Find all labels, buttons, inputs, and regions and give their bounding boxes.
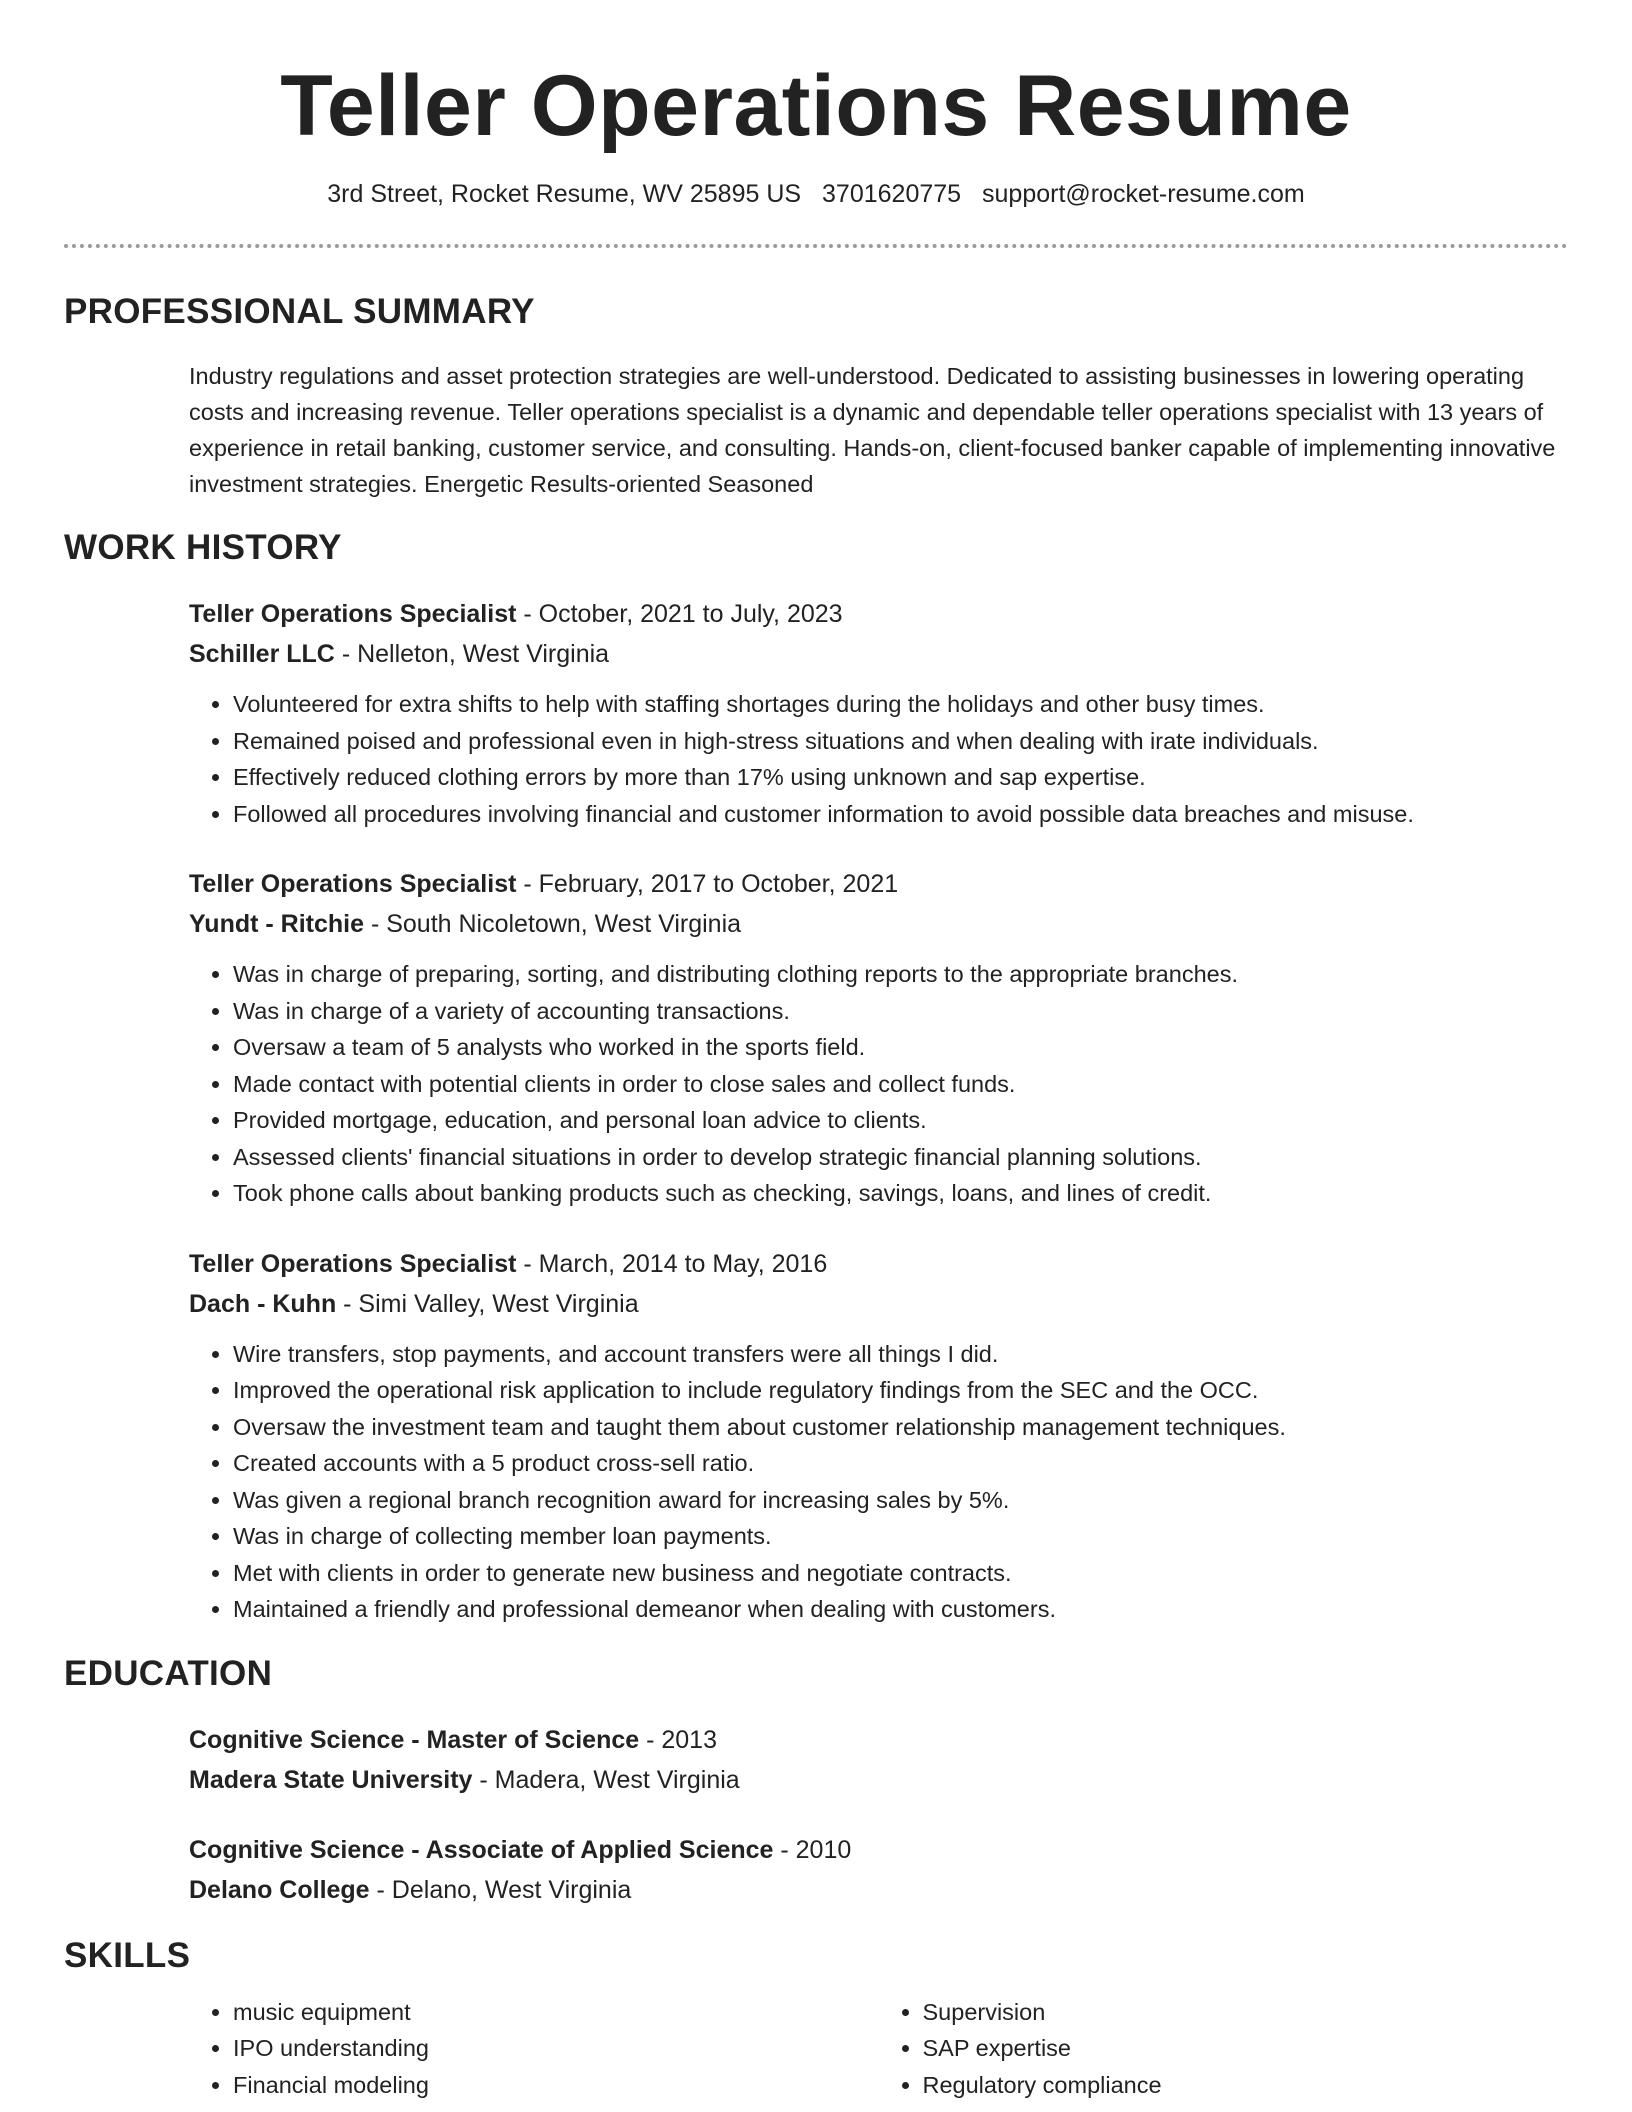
- list-item: • Maintained a friendly and professional demeanor when dealing with customers.: [233, 1591, 1568, 1628]
- resume-header: [64, 0, 1568, 210]
- school-name: Madera State University: [189, 1765, 473, 1794]
- list-item: • Took phone calls about banking products such as checking, savings, loans, and lines of credit.: [233, 1175, 1568, 1212]
- list-item: • Wire transfers, stop payments, and account transfers were all things I did.: [233, 1336, 1568, 1373]
- degree-line: [189, 1830, 1568, 1870]
- job-company: Yundt - Ritchie: [189, 910, 364, 938]
- contact-email: support@rocket-resume.com: [982, 180, 1305, 208]
- list-item: • Created accounts with a 5 product cross-sell ratio.: [233, 1445, 1568, 1482]
- job-location: - Nelleton, West Virginia: [334, 640, 610, 668]
- list-item: • Was in charge of a variety of accounting transactions.: [233, 993, 1568, 1030]
- skill-item: • SAP expertise: [923, 2030, 1569, 2067]
- degree-line: [189, 1720, 1568, 1760]
- header-divider: [64, 244, 1568, 248]
- summary-section: [64, 292, 1568, 502]
- job-role: Teller Operations Specialist: [189, 600, 517, 628]
- skills-columns: [189, 1994, 1568, 2104]
- job-location: - South Nicoletown, West Virginia: [364, 910, 742, 938]
- education-heading: EDUCATION: [64, 1653, 273, 1693]
- contact-phone: 3701620775: [822, 180, 962, 208]
- summary-heading: PROFESSIONAL SUMMARY: [64, 292, 535, 331]
- education-entry: [189, 1830, 1568, 1910]
- job-dates: - March, 2014 to May, 2016: [516, 1249, 828, 1278]
- school-name: Delano College: [189, 1875, 370, 1904]
- summary-text: Industry regulations and asset protection strategies are well-understood. Dedicated to assisting businesses in lowering operating costs and increasing revenue. Teller operations specialist is a dynamic and dependable teller operations specialist with 13 years of experience in retail banking, customer service, and consulting. Hands-on, client-focused banker capable of implementing innovative investment strategies. Energetic Results-oriented Seasoned: [189, 363, 1556, 497]
- job-company-line: [189, 634, 1568, 674]
- job-title-line: [189, 864, 1568, 904]
- job-company-line: [189, 1284, 1568, 1324]
- job-bullets: [189, 686, 1568, 832]
- skills-section: [64, 1936, 1568, 2104]
- list-item: • Remained poised and professional even in high-stress situations and when dealing with irate individuals.: [233, 723, 1568, 760]
- list-item: • Oversaw a team of 5 analysts who worked in the sports field.: [233, 1029, 1568, 1066]
- list-item: • Volunteered for extra shifts to help with staffing shortages during the holidays and other busy times.: [233, 686, 1568, 723]
- list-item: • Met with clients in order to generate new business and negotiate contracts.: [233, 1555, 1568, 1592]
- skills-right-column: [879, 1994, 1569, 2104]
- work-history-section: [64, 528, 1568, 1628]
- job-company: Dach - Kuhn: [189, 1289, 337, 1318]
- list-item: • Was in charge of preparing, sorting, and distributing clothing reports to the appropriate branches.: [233, 956, 1568, 993]
- list-item: • Improved the operational risk application to include regulatory findings from the SEC and the OCC.: [233, 1372, 1568, 1409]
- job-role: Teller Operations Specialist: [189, 870, 517, 898]
- list-item: • Assessed clients' financial situations in order to develop strategic financial planning solutions.: [233, 1139, 1568, 1176]
- degree-name: Cognitive Science - Associate of Applied Science: [189, 1835, 774, 1864]
- education-entry: [189, 1720, 1568, 1800]
- job-dates: - February, 2017 to October, 2021: [516, 870, 899, 898]
- school-line: [189, 1870, 1568, 1910]
- job-bullets: [189, 956, 1568, 1212]
- job-company-line: [189, 904, 1568, 944]
- skills-left-column: [189, 1994, 879, 2104]
- skill-item: • IPO understanding: [233, 2030, 879, 2067]
- job-entry: [189, 594, 1568, 832]
- list-item: • Was given a regional branch recognition award for increasing sales by 5%.: [233, 1482, 1568, 1519]
- skills-heading: SKILLS: [64, 1935, 191, 1975]
- job-dates: - October, 2021 to July, 2023: [516, 600, 843, 628]
- job-title-line: [189, 594, 1568, 634]
- skill-item: • Financial modeling: [233, 2067, 879, 2104]
- resume-title: Teller Operations Resume: [280, 58, 1352, 154]
- list-item: • Was in charge of collecting member loan payments.: [233, 1518, 1568, 1555]
- list-item: • Effectively reduced clothing errors by more than 17% using unknown and sap expertise.: [233, 759, 1568, 796]
- job-entry: [189, 1244, 1568, 1628]
- skill-item: • Supervision: [923, 1994, 1569, 2031]
- job-role: Teller Operations Specialist: [189, 1249, 517, 1278]
- degree-year: - 2010: [773, 1835, 852, 1864]
- job-title-line: [189, 1244, 1568, 1284]
- skill-item: • Regulatory compliance: [923, 2067, 1569, 2104]
- list-item: • Made contact with potential clients in order to close sales and collect funds.: [233, 1066, 1568, 1103]
- list-item: • Provided mortgage, education, and personal loan advice to clients.: [233, 1102, 1568, 1139]
- job-bullets: [189, 1336, 1568, 1628]
- contact-line: [64, 178, 1568, 210]
- job-location: - Simi Valley, West Virginia: [336, 1289, 639, 1318]
- education-section: [64, 1654, 1568, 1910]
- work-history-heading: WORK HISTORY: [64, 528, 342, 567]
- school-location: - Madera, West Virginia: [472, 1765, 740, 1794]
- job-entry: [189, 864, 1568, 1212]
- degree-name: Cognitive Science - Master of Science: [189, 1725, 640, 1754]
- school-line: [189, 1760, 1568, 1800]
- job-company: Schiller LLC: [189, 640, 335, 668]
- list-item: • Oversaw the investment team and taught them about customer relationship management techniques.: [233, 1409, 1568, 1446]
- contact-address: 3rd Street, Rocket Resume, WV 25895 US: [327, 180, 802, 208]
- school-location: - Delano, West Virginia: [369, 1875, 632, 1904]
- degree-year: - 2013: [639, 1725, 717, 1754]
- skill-item: • music equipment: [233, 1994, 879, 2031]
- list-item: • Followed all procedures involving financial and customer information to avoid possible data breaches and misuse.: [233, 796, 1568, 833]
